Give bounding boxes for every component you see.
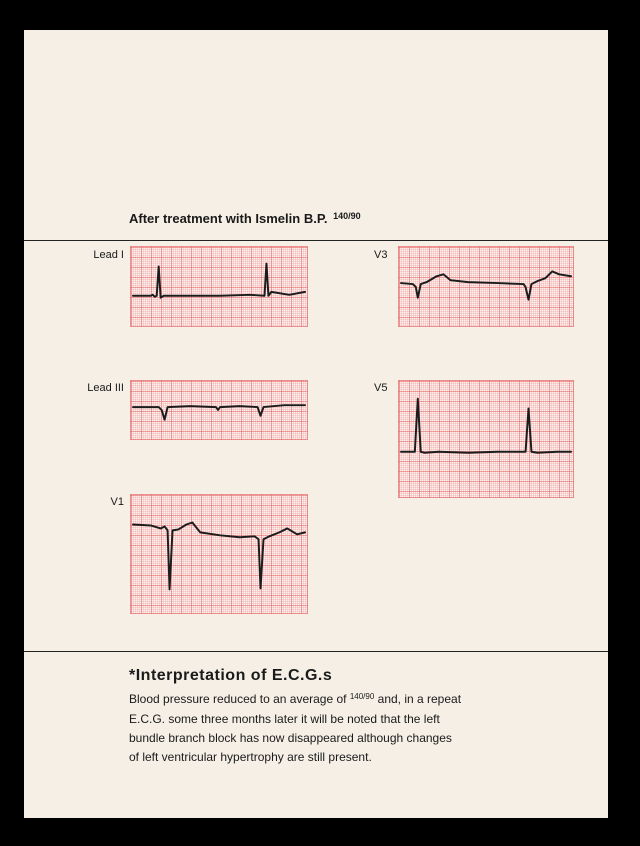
lead-i-trace [131, 247, 307, 326]
lead-i-label: Lead I [93, 249, 124, 261]
interpretation-line-4: of left ventricular hypertrophy are still present. [129, 750, 372, 764]
heading-text: After treatment with Ismelin [129, 211, 301, 226]
bottom-divider [24, 651, 608, 652]
v1-trace [131, 495, 307, 613]
bp-label: B.P. [303, 211, 328, 226]
bp-value: 140/90 [333, 211, 361, 221]
interpretation-bp-ratio: 140/90 [349, 692, 375, 701]
interpretation-line-3: bundle branch block has now disappeared although changes [129, 731, 452, 745]
lead-iii-trace [131, 381, 307, 439]
v3-trace [399, 247, 573, 326]
top-divider [24, 240, 608, 241]
interpretation-line-1 [129, 690, 569, 710]
v1-label: V1 [110, 496, 124, 508]
interpretation-line-1-end: and, in a repeat [377, 692, 462, 706]
v1-strip [130, 494, 308, 614]
v5-label: V5 [374, 382, 388, 394]
interpretation-line-1-start: Blood pressure reduced to an average of [129, 692, 347, 706]
v3-strip [398, 246, 574, 327]
interpretation-line-2: E.C.G. some three months later it will be noted that the left [129, 712, 440, 726]
v5-strip [398, 380, 574, 498]
v5-trace [399, 381, 573, 497]
v3-label: V3 [374, 249, 388, 261]
interpretation-title: *Interpretation of E.C.G.s [129, 667, 333, 684]
interpretation-body [129, 690, 569, 767]
lead-i-strip [130, 246, 308, 327]
lead-iii-strip [130, 380, 308, 440]
page-heading [129, 211, 361, 226]
lead-iii-label: Lead III [87, 382, 124, 394]
